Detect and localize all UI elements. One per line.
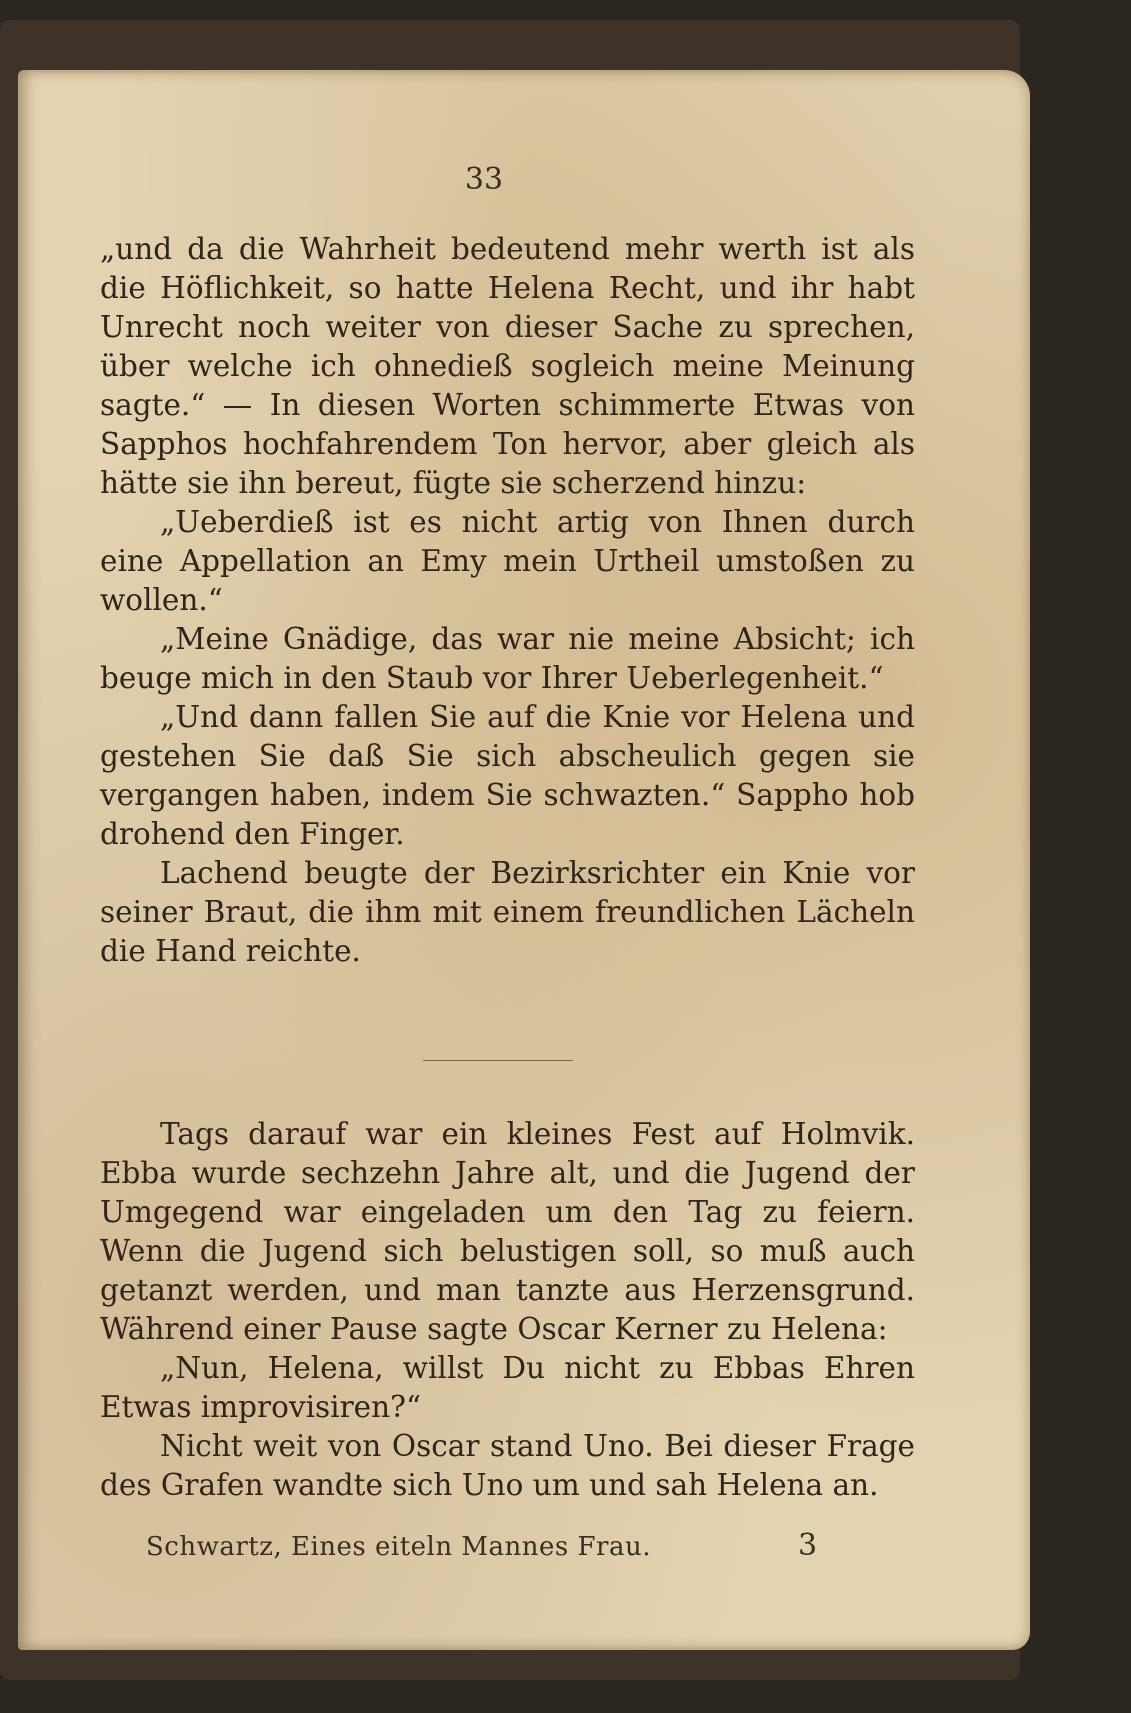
- paragraph: „Nun, Helena, willst Du nicht zu Ebbas Ehren Etwas improvisiren?“: [100, 1351, 915, 1424]
- page-number: 33: [464, 162, 504, 197]
- text-section-2: [100, 1115, 915, 1505]
- book-page: [18, 70, 1030, 1650]
- paragraph: „und da die Wahrheit bedeutend mehr werth ist als die Höflichkeit, so hatte Helena Recht, und ihr habt Unrecht noch weiter von dieser Sache zu sprechen, über welche ich ohnedieß sogleich meine Meinung sagte.“ — In diesen Worten schimmerte Etwas von Sapphos hochfahrendem Ton hervor, aber gleich als hätte sie ihn bereut, fügte sie scherzend hinzu:: [100, 232, 915, 500]
- paragraph: Lachend beugte der Bezirksrichter ein Knie vor seiner Braut, die ihm mit einem freundlichen Lächeln die Hand reichte.: [100, 856, 915, 968]
- text-section-1: [100, 230, 915, 971]
- paragraph: Nicht weit von Oscar stand Uno. Bei dieser Frage des Grafen wandte sich Uno um und sah Helena an.: [100, 1429, 915, 1502]
- paragraph: „Und dann fallen Sie auf die Knie vor Helena und gestehen Sie daß Sie sich abscheulich gegen sie vergangen haben, indem Sie schwazten.“ Sappho hob drohend den Finger.: [100, 700, 915, 851]
- paragraph: „Meine Gnädige, das war nie meine Absicht; ich beuge mich in den Staub vor Ihrer Ueberlegenheit.“: [100, 622, 915, 695]
- signature-mark: 3: [798, 1528, 818, 1563]
- section-divider: [423, 1060, 573, 1061]
- paragraph: „Ueberdieß ist es nicht artig von Ihnen durch eine Appellation an Emy mein Urtheil umstoßen zu wollen.“: [100, 505, 915, 617]
- running-footer: Schwartz, Eines eiteln Mannes Frau.: [146, 1532, 651, 1562]
- paragraph: Tags darauf war ein kleines Fest auf Holmvik. Ebba wurde sechzehn Jahre alt, und die Jugend der Umgegend war eingeladen um den Tag zu feiern. Wenn die Jugend sich belustigen soll, so muß auch getanzt werden, und man tanzte aus Herzensgrund. Während einer Pause sagte Oscar Kerner zu Helena:: [100, 1117, 915, 1346]
